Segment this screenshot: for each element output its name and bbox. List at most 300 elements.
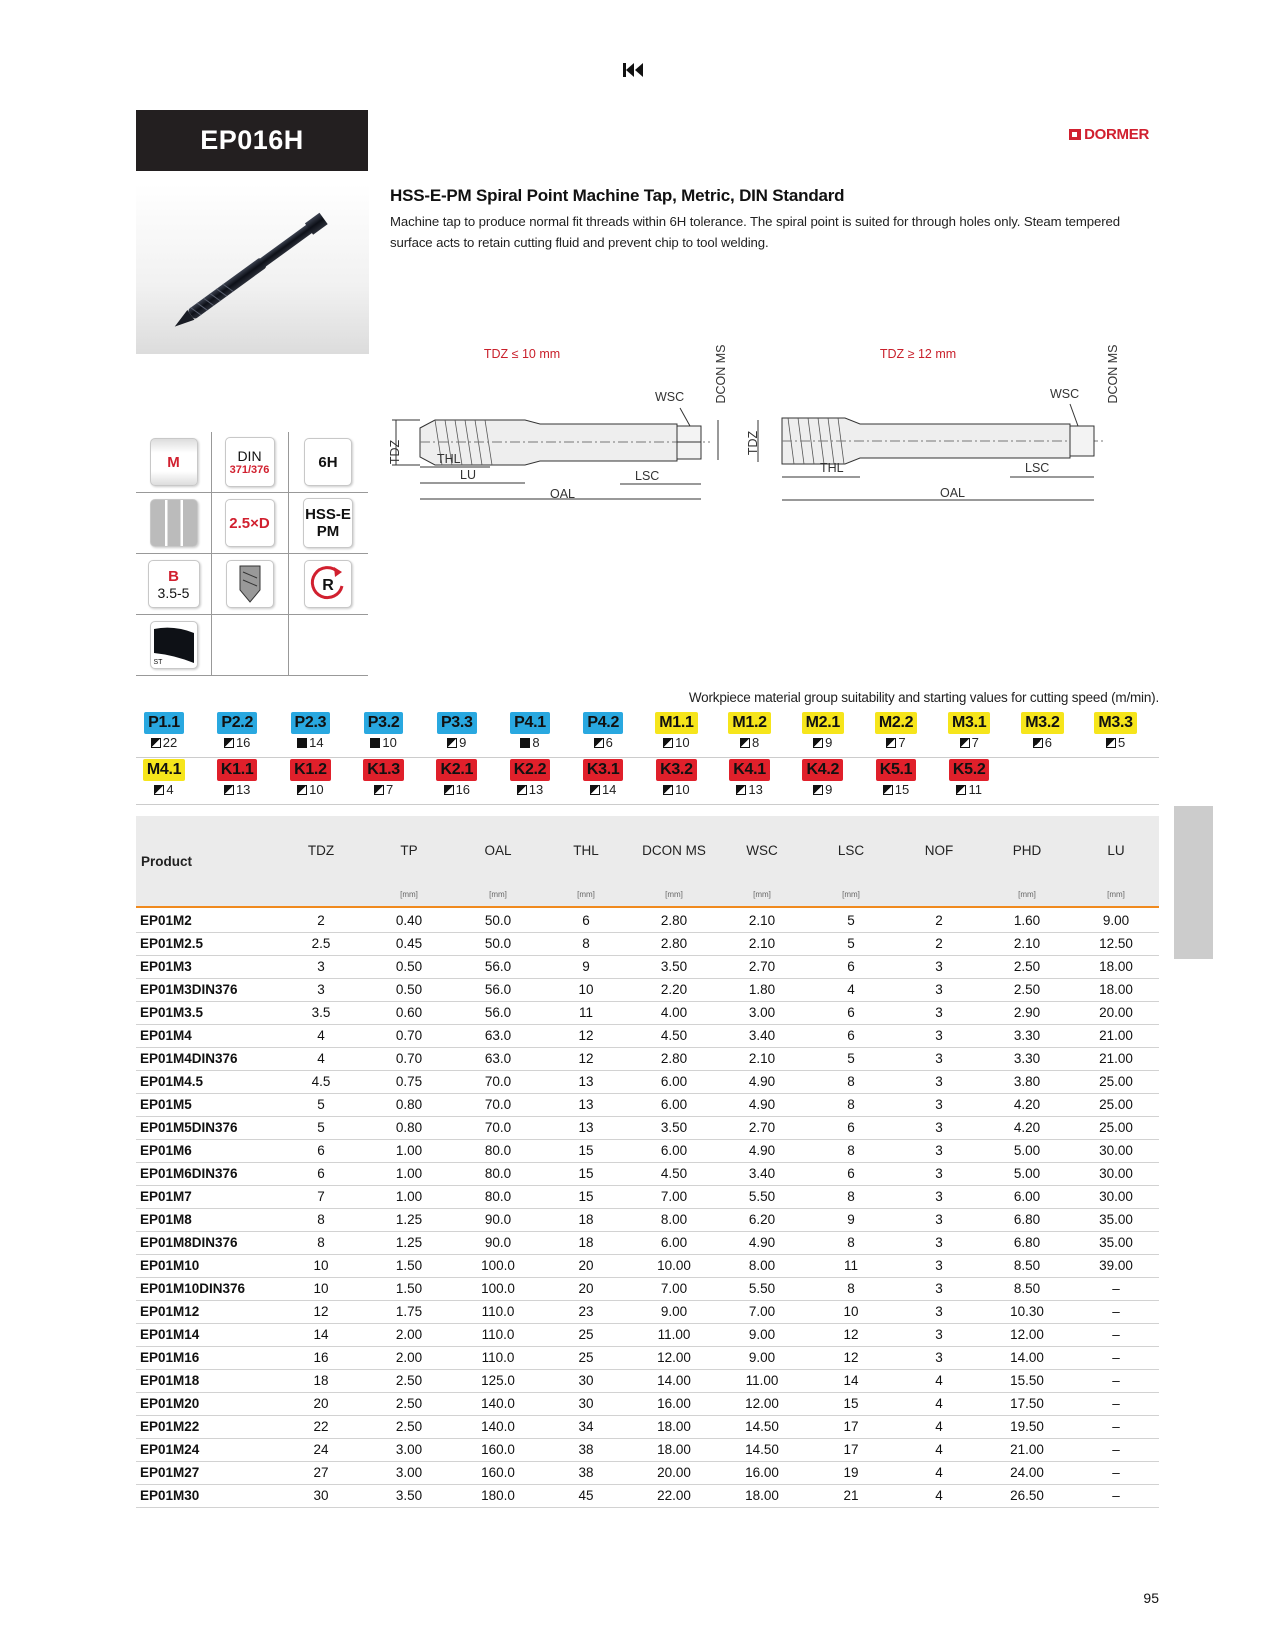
material-group xyxy=(1012,712,1072,750)
product-code: EP01M2.5 xyxy=(140,936,204,951)
table-cell: 18.00 xyxy=(657,1442,691,1457)
table-cell: 16.00 xyxy=(745,1465,779,1480)
lsc-label-left: LSC xyxy=(635,469,660,483)
table-cell: 10 xyxy=(578,982,594,997)
table-cell: 4 xyxy=(935,1465,943,1480)
table-cell: 4.5 xyxy=(311,1074,331,1089)
dormer-logo-icon xyxy=(1069,129,1081,140)
suitability-rating-icon xyxy=(517,785,527,795)
table-cell: 6 xyxy=(317,1143,325,1158)
cutting-speed-value: 16 xyxy=(235,735,251,750)
cutting-speed-value: 10 xyxy=(309,782,324,797)
table-cell: 7 xyxy=(317,1189,325,1204)
material-icon xyxy=(303,498,353,548)
tdz-label-right: TDZ xyxy=(746,430,760,456)
suitability-rating-icon xyxy=(590,785,600,795)
product-code: EP01M3DIN376 xyxy=(140,982,238,997)
table-cell: 3 xyxy=(935,1212,943,1227)
table-cell: – xyxy=(1112,1350,1120,1365)
cutting-speed-value: 9 xyxy=(825,782,833,797)
table-cell: 25.00 xyxy=(1099,1120,1133,1135)
column-header: DCON MS xyxy=(642,843,706,858)
product-code: EP01M3 xyxy=(140,959,192,974)
table-cell: 14 xyxy=(313,1327,329,1342)
chamfer-label: B xyxy=(168,567,179,585)
table-cell: 80.0 xyxy=(484,1189,512,1204)
oal-label-left: OAL xyxy=(550,487,576,501)
table-cell: 12 xyxy=(578,1028,594,1043)
cutting-speed-value: 8 xyxy=(532,735,540,750)
table-cell: 4 xyxy=(317,1051,325,1066)
table-cell: 56.0 xyxy=(484,959,512,974)
table-cell: 2 xyxy=(317,913,325,928)
table-cell: 16 xyxy=(313,1350,329,1365)
product-code: EP01M7 xyxy=(140,1189,192,1204)
table-cell: 0.50 xyxy=(395,982,423,997)
product-code: EP01M3.5 xyxy=(140,1005,204,1020)
column-header: TP xyxy=(400,843,418,858)
table-cell: 3 xyxy=(935,1189,943,1204)
table-row xyxy=(136,1462,1159,1485)
product-code: EP01M12 xyxy=(140,1304,200,1319)
material-group-code: M1.1 xyxy=(655,712,697,734)
table-cell: 5.00 xyxy=(1013,1166,1041,1181)
material-group xyxy=(500,759,560,797)
table-cell: – xyxy=(1112,1373,1120,1388)
suitability-rating-icon xyxy=(813,785,823,795)
material-group xyxy=(427,759,487,797)
material-group-code: P1.1 xyxy=(144,712,184,734)
table-cell: 24.00 xyxy=(1010,1465,1044,1480)
table-cell: 0.50 xyxy=(395,959,423,974)
table-cell: 23 xyxy=(578,1304,594,1319)
table-cell: 140.0 xyxy=(481,1419,515,1434)
table-cell: 3.80 xyxy=(1013,1074,1041,1089)
suitability-rating-icon xyxy=(663,738,673,748)
table-cell: 1.00 xyxy=(395,1143,423,1158)
material-group xyxy=(646,759,706,797)
right-hand-rotation-icon xyxy=(304,560,352,608)
table-cell: 3.5 xyxy=(311,1005,331,1020)
material-group-code: K1.3 xyxy=(363,759,404,781)
material-group-code: M2.2 xyxy=(875,712,917,734)
table-cell: 17 xyxy=(843,1419,859,1434)
table-cell: 8.00 xyxy=(748,1258,776,1273)
table-cell: 2.50 xyxy=(1013,959,1041,974)
column-header: TDZ xyxy=(307,843,335,858)
table-cell: 3.40 xyxy=(748,1028,776,1043)
table-cell: 18.00 xyxy=(745,1488,779,1503)
table-cell: 8 xyxy=(847,1281,855,1296)
material-row-divider xyxy=(136,804,1159,805)
table-cell: 18.00 xyxy=(657,1419,691,1434)
table-cell: 25 xyxy=(578,1350,594,1365)
table-row xyxy=(136,1048,1159,1071)
product-code: EP01M10DIN376 xyxy=(140,1281,246,1296)
table-row xyxy=(136,1416,1159,1439)
table-cell: 2.10 xyxy=(748,1051,776,1066)
table-cell: 80.0 xyxy=(484,1143,512,1158)
table-cell: 3 xyxy=(935,1281,943,1296)
material-group xyxy=(866,712,926,750)
table-cell: 4.50 xyxy=(660,1166,688,1181)
cutting-speed-value: 6 xyxy=(1044,735,1052,750)
table-cell: 30.00 xyxy=(1099,1189,1133,1204)
table-cell: 5 xyxy=(317,1120,325,1135)
table-cell: 34 xyxy=(578,1419,594,1434)
table-cell: 1.75 xyxy=(395,1304,423,1319)
table-cell: 4 xyxy=(935,1442,943,1457)
table-row xyxy=(136,1232,1159,1255)
column-header: NOF xyxy=(924,843,954,858)
table-cell: 15.50 xyxy=(1010,1373,1044,1388)
table-cell: 17 xyxy=(843,1442,859,1457)
product-description: Machine tap to produce normal fit threads within 6H tolerance. The spiral point is suited for through holes only. Steam tempered surface acts to retain cutting fluid and prevent chip to tool welding. xyxy=(390,214,1121,250)
table-cell: 10.30 xyxy=(1010,1304,1044,1319)
table-cell: 18 xyxy=(578,1212,594,1227)
suitability-rating-icon xyxy=(297,738,307,748)
suitability-rating-icon xyxy=(297,785,307,795)
table-cell: – xyxy=(1112,1488,1120,1503)
table-cell: 5 xyxy=(847,913,855,928)
table-cell: 0.80 xyxy=(395,1120,423,1135)
table-cell: 3 xyxy=(935,1304,943,1319)
lsc-label-right: LSC xyxy=(1025,461,1050,475)
table-cell: 1.50 xyxy=(395,1258,423,1273)
material-group-code: K3.2 xyxy=(656,759,697,781)
product-code: EP01M6DIN376 xyxy=(140,1166,238,1181)
product-code: EP01M5 xyxy=(140,1097,192,1112)
table-cell: 10 xyxy=(843,1304,859,1319)
column-unit: [mm] xyxy=(1107,890,1125,899)
material-group-code: K4.2 xyxy=(802,759,843,781)
cutting-speed-value: 7 xyxy=(971,735,979,750)
table-cell: 0.80 xyxy=(395,1097,423,1112)
through-hole-icon xyxy=(150,499,198,547)
suitability-rating-icon xyxy=(883,785,893,795)
column-header: PHD xyxy=(1012,843,1042,858)
table-cell: 3 xyxy=(935,1074,943,1089)
material-group xyxy=(720,759,780,797)
chamfer-length: 3.5-5 xyxy=(157,584,190,601)
column-header: WSC xyxy=(746,843,778,858)
table-cell: 56.0 xyxy=(484,1005,512,1020)
table-cell: 0.75 xyxy=(395,1074,423,1089)
product-code: EP01M16 xyxy=(140,1350,200,1365)
rotation-arrow-icon xyxy=(308,564,348,604)
table-cell: 12.50 xyxy=(1099,936,1133,951)
table-cell: 3 xyxy=(935,1028,943,1043)
product-column-header: Product xyxy=(141,854,193,869)
table-cell: – xyxy=(1112,1396,1120,1411)
column-unit: [mm] xyxy=(489,890,507,899)
table-cell: 3.50 xyxy=(660,1120,688,1135)
table-cell: 2.00 xyxy=(395,1327,423,1342)
table-cell: 8.00 xyxy=(660,1212,688,1227)
table-cell: 5.00 xyxy=(1013,1143,1041,1158)
table-cell: 9.00 xyxy=(748,1327,776,1342)
table-cell: 2 xyxy=(935,936,943,951)
suitability-rating-icon xyxy=(956,785,966,795)
cutting-speed-value: 16 xyxy=(455,782,471,797)
table-cell: 1.50 xyxy=(395,1281,423,1296)
table-cell: 8 xyxy=(847,1074,855,1089)
table-cell: 0.70 xyxy=(395,1028,423,1043)
table-cell: 3 xyxy=(935,1166,943,1181)
suitability-rating-icon xyxy=(224,785,234,795)
table-cell: 63.0 xyxy=(484,1051,512,1066)
suitability-rating-icon xyxy=(444,785,454,795)
table-cell: 2.20 xyxy=(660,982,688,997)
table-cell: 0.70 xyxy=(395,1051,423,1066)
table-cell: 3 xyxy=(935,1097,943,1112)
wsc-label-right: WSC xyxy=(1050,387,1080,401)
table-row xyxy=(136,1117,1159,1140)
table-cell: 35.00 xyxy=(1099,1235,1133,1250)
table-cell: 2.10 xyxy=(748,936,776,951)
table-cell: 50.0 xyxy=(484,913,512,928)
table-cell: 21.00 xyxy=(1099,1051,1133,1066)
material-group-code: K3.1 xyxy=(583,759,624,781)
table-cell: 8.50 xyxy=(1013,1281,1041,1296)
table-cell: 2.50 xyxy=(395,1396,423,1411)
table-cell: 2.80 xyxy=(660,936,688,951)
table-cell: 8 xyxy=(317,1235,325,1250)
product-code: EP01M10 xyxy=(140,1258,200,1273)
table-cell: 2.5 xyxy=(311,936,331,951)
table-header xyxy=(136,816,1159,908)
table-cell: 2.50 xyxy=(1013,982,1041,997)
material-group xyxy=(354,712,414,750)
table-cell: 4 xyxy=(935,1419,943,1434)
table-cell: 11.00 xyxy=(745,1373,779,1388)
table-cell: 3 xyxy=(935,959,943,974)
table-cell: 3 xyxy=(935,1350,943,1365)
table-cell: 12 xyxy=(578,1051,594,1066)
suitability-rating-icon xyxy=(151,738,161,748)
table-cell: 13 xyxy=(578,1074,594,1089)
cutting-speed-value: 14 xyxy=(309,735,324,750)
table-cell: 6.00 xyxy=(1013,1189,1041,1204)
table-cell: 9.00 xyxy=(748,1350,776,1365)
table-cell: 20.00 xyxy=(657,1465,691,1480)
suitability-rating-icon xyxy=(594,738,604,748)
table-cell: 6 xyxy=(847,959,855,974)
table-cell: 15 xyxy=(578,1143,594,1158)
material-group-code: K5.1 xyxy=(876,759,917,781)
table-cell: 39.00 xyxy=(1099,1258,1133,1273)
table-cell: 8 xyxy=(847,1097,855,1112)
table-cell: – xyxy=(1112,1419,1120,1434)
product-code: EP01M22 xyxy=(140,1419,200,1434)
table-cell: 3 xyxy=(317,959,325,974)
table-row xyxy=(136,979,1159,1002)
table-cell: 30 xyxy=(313,1488,329,1503)
thl-label-right: THL xyxy=(820,461,844,475)
standard-label: DIN xyxy=(237,448,262,464)
product-photo xyxy=(136,184,369,354)
material-group xyxy=(939,759,999,797)
brand-name: DORMER xyxy=(1084,126,1149,143)
material-group-code: M3.1 xyxy=(948,712,990,734)
table-cell: 12.00 xyxy=(745,1396,779,1411)
table-cell: 6.80 xyxy=(1013,1212,1041,1227)
material-group-code: K5.2 xyxy=(949,759,990,781)
table-cell: 15 xyxy=(843,1396,859,1411)
suitability-rating-icon xyxy=(1106,738,1116,748)
table-cell: 6.20 xyxy=(748,1212,776,1227)
dcon-label-left: DCON MS xyxy=(714,344,728,404)
suitability-rating-icon xyxy=(370,738,380,748)
material-group xyxy=(207,712,267,750)
table-cell: 3.00 xyxy=(395,1442,423,1457)
cutting-speed-value: 14 xyxy=(601,782,617,797)
page-number: 95 xyxy=(1143,1590,1159,1606)
material-group-code: P2.2 xyxy=(217,712,257,734)
brand-logo xyxy=(1069,126,1149,143)
suitability-rating-icon xyxy=(1033,738,1043,748)
table-cell: 4.00 xyxy=(660,1005,688,1020)
table-cell: 30 xyxy=(578,1396,594,1411)
table-cell: 38 xyxy=(578,1465,594,1480)
table-row xyxy=(136,956,1159,979)
table-cell: 21.00 xyxy=(1010,1442,1044,1457)
product-code: EP01M24 xyxy=(140,1442,200,1457)
material-group xyxy=(207,759,267,797)
table-row xyxy=(136,1140,1159,1163)
table-cell: 25.00 xyxy=(1099,1097,1133,1112)
table-cell: 7.00 xyxy=(748,1304,776,1319)
table-cell: 14.00 xyxy=(1010,1350,1044,1365)
table-cell: 4.90 xyxy=(748,1143,776,1158)
cutting-speed-value: 13 xyxy=(528,782,544,797)
dcon-label-right: DCON MS xyxy=(1106,344,1120,404)
table-cell: 26.50 xyxy=(1010,1488,1044,1503)
left-caption: TDZ ≤ 10 mm xyxy=(483,347,561,361)
table-cell: 21.00 xyxy=(1099,1028,1133,1043)
table-cell: 4.90 xyxy=(748,1235,776,1250)
table-cell: 20 xyxy=(313,1396,329,1411)
product-code: EP01M27 xyxy=(140,1465,200,1480)
first-page-icon[interactable] xyxy=(622,62,646,78)
cutting-speed-value: 9 xyxy=(459,735,467,750)
table-cell: 125.0 xyxy=(481,1373,515,1388)
table-cell: 22.00 xyxy=(657,1488,691,1503)
column-header: LU xyxy=(1107,843,1125,858)
standard-number: 371/376 xyxy=(229,464,270,476)
material-group-code: M4.1 xyxy=(143,759,185,781)
table-cell: 4 xyxy=(935,1488,943,1503)
table-cell: 6 xyxy=(847,1005,855,1020)
table-cell: 3 xyxy=(935,1327,943,1342)
product-code: EP01M2 xyxy=(140,913,192,928)
suitability-rating-icon xyxy=(374,785,384,795)
column-header: THL xyxy=(573,843,599,858)
table-cell: 3.50 xyxy=(395,1488,423,1503)
table-cell: 8 xyxy=(847,1143,855,1158)
table-cell: 15 xyxy=(578,1166,594,1181)
table-row xyxy=(136,1163,1159,1186)
table-cell: 20.00 xyxy=(1099,1005,1133,1020)
material-group-code: P4.2 xyxy=(583,712,623,734)
table-cell: 8 xyxy=(847,1189,855,1204)
table-cell: 20 xyxy=(578,1281,594,1296)
table-cell: 100.0 xyxy=(481,1281,515,1296)
table-cell: 25 xyxy=(578,1327,594,1342)
table-cell: 12 xyxy=(843,1327,859,1342)
table-cell: 4 xyxy=(847,982,855,997)
table-cell: 2.70 xyxy=(748,959,776,974)
table-cell: – xyxy=(1112,1327,1120,1342)
table-cell: 8 xyxy=(317,1212,325,1227)
table-cell: 12 xyxy=(843,1350,859,1365)
right-caption: TDZ ≥ 12 mm xyxy=(879,347,957,361)
table-cell: 4.90 xyxy=(748,1074,776,1089)
table-cell: 6.00 xyxy=(660,1074,688,1089)
table-cell: 70.0 xyxy=(484,1074,512,1089)
cutting-speed-value: 13 xyxy=(235,782,251,797)
column-unit: [mm] xyxy=(753,890,771,899)
column-header: OAL xyxy=(484,843,512,858)
suitability-rating-icon xyxy=(960,738,970,748)
table-cell: 2.10 xyxy=(1013,936,1041,951)
table-row xyxy=(136,1439,1159,1462)
cutting-speed-value: 22 xyxy=(162,735,178,750)
table-cell: 21 xyxy=(843,1488,859,1503)
table-cell: 6 xyxy=(847,1166,855,1181)
table-cell: 14.50 xyxy=(745,1442,779,1457)
suitability-rating-icon xyxy=(447,738,457,748)
rotation-label: R xyxy=(322,577,334,594)
cutting-speed-value: 10 xyxy=(675,782,690,797)
tolerance-icon xyxy=(304,438,352,486)
table-cell: 35.00 xyxy=(1099,1212,1133,1227)
table-cell: 2.10 xyxy=(748,913,776,928)
table-row xyxy=(136,1370,1159,1393)
table-cell: 3.30 xyxy=(1013,1028,1041,1043)
table-cell: 11 xyxy=(843,1258,858,1273)
table-cell: 3 xyxy=(935,1258,943,1273)
table-cell: 10.00 xyxy=(657,1258,691,1273)
cutting-speed-value: 11 xyxy=(968,782,982,797)
table-cell: 13 xyxy=(578,1120,594,1135)
table-cell: 1.25 xyxy=(395,1212,423,1227)
table-cell: 7.00 xyxy=(660,1189,688,1204)
material-group xyxy=(280,712,340,750)
table-row xyxy=(136,1393,1159,1416)
product-code-title: EP016H xyxy=(136,110,368,171)
table-cell: 12 xyxy=(313,1304,329,1319)
table-cell: 70.0 xyxy=(484,1097,512,1112)
table-cell: 30 xyxy=(578,1373,594,1388)
table-cell: 8.50 xyxy=(1013,1258,1041,1273)
table-cell: 50.0 xyxy=(484,936,512,951)
table-cell: 6 xyxy=(582,913,590,928)
table-cell: 3 xyxy=(935,1143,943,1158)
product-code: EP01M4DIN376 xyxy=(140,1051,238,1066)
table-cell: 5.50 xyxy=(748,1189,776,1204)
cutting-speed-value: 6 xyxy=(605,735,613,750)
table-cell: 90.0 xyxy=(484,1212,512,1227)
material-group-code: K1.1 xyxy=(217,759,258,781)
cutting-speed-value: 7 xyxy=(898,735,906,750)
table-row xyxy=(136,1186,1159,1209)
table-cell: 11 xyxy=(578,1005,593,1020)
table-cell: 20 xyxy=(578,1258,594,1273)
table-cell: 3 xyxy=(935,1051,943,1066)
product-code: EP01M18 xyxy=(140,1373,200,1388)
material-group-code: P3.3 xyxy=(437,712,477,734)
